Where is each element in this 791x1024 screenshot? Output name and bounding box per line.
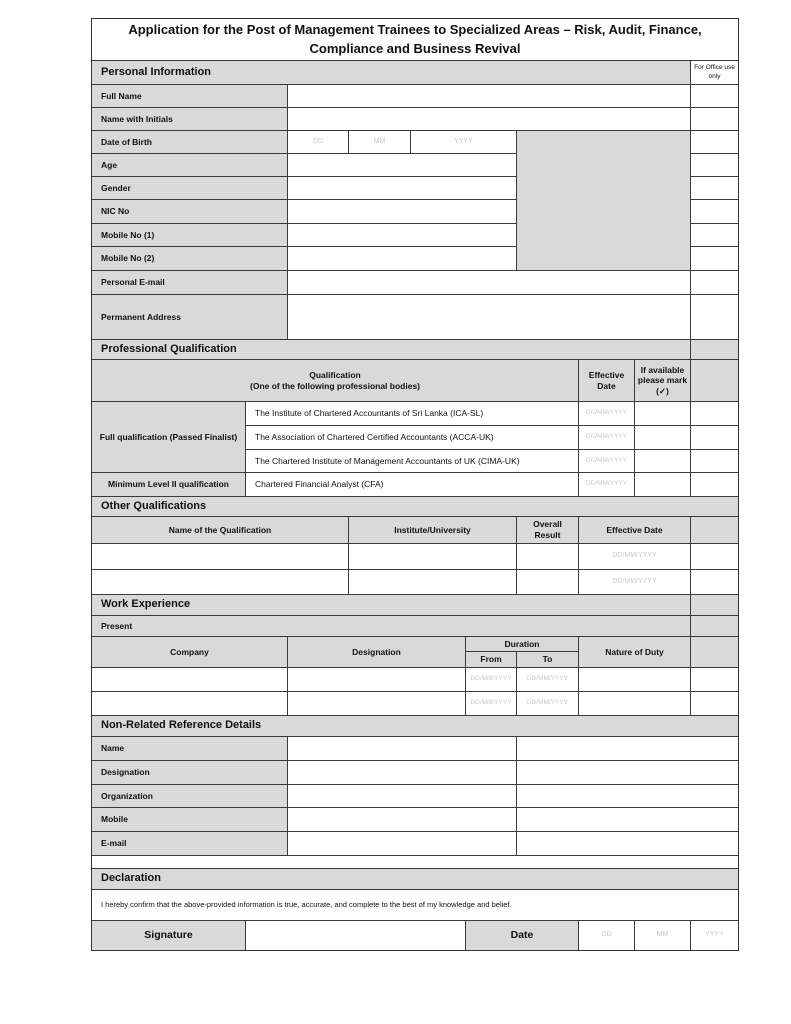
column-header-designation: Designation bbox=[287, 636, 466, 668]
section-heading-declaration: Declaration bbox=[91, 868, 739, 890]
work-designation-field[interactable] bbox=[287, 691, 466, 716]
declaration-date-month-field[interactable]: MM bbox=[634, 920, 691, 951]
qualification-mark-checkbox[interactable] bbox=[634, 472, 691, 497]
label-name-with-initials: Name with Initials bbox=[91, 107, 288, 131]
other-qualification-institute-field[interactable] bbox=[348, 569, 517, 595]
label-personal-email: Personal E-mail bbox=[91, 270, 288, 295]
work-to-date-field[interactable]: DD/MM/YYYY bbox=[516, 667, 579, 692]
office-use-cell bbox=[690, 339, 739, 360]
office-use-cell bbox=[690, 449, 739, 473]
dob-month-field[interactable]: MM bbox=[348, 130, 411, 154]
office-use-cell bbox=[690, 359, 739, 402]
reference-2-name-field[interactable] bbox=[516, 736, 739, 761]
office-use-cell bbox=[690, 636, 739, 668]
office-use-cell bbox=[690, 223, 739, 247]
reference-2-mobile-field[interactable] bbox=[516, 807, 739, 832]
office-use-cell bbox=[690, 543, 739, 570]
office-use-cell bbox=[690, 84, 739, 108]
label-permanent-address: Permanent Address bbox=[91, 294, 288, 340]
label-reference-organization: Organization bbox=[91, 784, 288, 808]
label-mobile-1: Mobile No (1) bbox=[91, 223, 288, 247]
full-name-field[interactable] bbox=[287, 84, 691, 108]
work-designation-field[interactable] bbox=[287, 667, 466, 692]
qualification-name: Chartered Financial Analyst (CFA) bbox=[245, 472, 579, 497]
work-to-date-field[interactable]: DD/MM/YYYY bbox=[516, 691, 579, 716]
qualification-date-field[interactable]: DD/MM/YYYY bbox=[578, 401, 635, 426]
label-reference-designation: Designation bbox=[91, 760, 288, 785]
other-qualification-result-field[interactable] bbox=[516, 543, 579, 570]
office-use-label: For Office use only bbox=[690, 60, 739, 85]
label-age: Age bbox=[91, 153, 288, 177]
signature-label: Signature bbox=[91, 920, 246, 951]
office-use-cell bbox=[690, 569, 739, 595]
section-heading-professional-qualification: Professional Qualification bbox=[91, 339, 691, 360]
label-full-name: Full Name bbox=[91, 84, 288, 108]
column-header-duration: Duration bbox=[465, 636, 579, 652]
form-title: Application for the Post of Management Trainees to Specialized Areas – Risk, Audit, Finance, Compliance and Business Revival bbox=[91, 18, 739, 61]
reference-1-mobile-field[interactable] bbox=[287, 807, 517, 832]
signature-field[interactable] bbox=[245, 920, 466, 951]
declaration-date-year-field[interactable]: YYYY bbox=[690, 920, 739, 951]
office-use-cell bbox=[690, 615, 739, 637]
office-use-cell bbox=[690, 691, 739, 716]
label-nic-no: NIC No bbox=[91, 199, 288, 224]
qualification-header-subtitle: (One of the following professional bodies) bbox=[250, 380, 420, 391]
qualification-column-header bbox=[91, 359, 579, 402]
qualification-date-field[interactable]: DD/MM/YYYY bbox=[578, 425, 635, 450]
qualification-date-field[interactable]: DD/MM/YYYY bbox=[578, 472, 635, 497]
qualification-mark-checkbox[interactable] bbox=[634, 401, 691, 426]
work-experience-present-label: Present bbox=[91, 615, 691, 637]
label-mobile-2: Mobile No (2) bbox=[91, 246, 288, 271]
office-use-cell bbox=[690, 246, 739, 271]
section-heading-work-experience: Work Experience bbox=[91, 594, 691, 616]
effective-date-column-header: Effective Date bbox=[578, 359, 635, 402]
office-use-cell bbox=[690, 472, 739, 497]
office-use-cell bbox=[690, 199, 739, 224]
label-date-of-birth: Date of Birth bbox=[91, 130, 288, 154]
office-use-cell bbox=[690, 153, 739, 177]
reference-2-designation-field[interactable] bbox=[516, 760, 739, 785]
label-reference-email: E-mail bbox=[91, 831, 288, 856]
age-field[interactable] bbox=[287, 153, 517, 177]
label-reference-name: Name bbox=[91, 736, 288, 761]
mobile-2-field[interactable] bbox=[287, 246, 517, 271]
reference-2-organization-field[interactable] bbox=[516, 784, 739, 808]
label-reference-mobile: Mobile bbox=[91, 807, 288, 832]
photo-area bbox=[516, 130, 691, 271]
office-use-cell bbox=[690, 130, 739, 154]
dob-day-field[interactable]: DD bbox=[287, 130, 349, 154]
gender-field[interactable] bbox=[287, 176, 517, 200]
nic-no-field[interactable] bbox=[287, 199, 517, 224]
section-heading-other-qualifications: Other Qualifications bbox=[91, 496, 739, 517]
dob-year-field[interactable]: YYYY bbox=[410, 130, 517, 154]
office-use-cell bbox=[690, 667, 739, 692]
column-header-institute: Institute/University bbox=[348, 516, 517, 544]
other-qualification-institute-field[interactable] bbox=[348, 543, 517, 570]
section-heading-personal-information: Personal Information bbox=[91, 60, 691, 85]
office-use-cell bbox=[690, 594, 739, 616]
reference-1-name-field[interactable] bbox=[287, 736, 517, 761]
date-label: Date bbox=[465, 920, 579, 951]
work-company-field[interactable] bbox=[91, 667, 288, 692]
reference-1-designation-field[interactable] bbox=[287, 760, 517, 785]
label-gender: Gender bbox=[91, 176, 288, 200]
office-use-cell bbox=[690, 270, 739, 295]
permanent-address-field[interactable] bbox=[287, 294, 691, 340]
column-header-effective-date: Effective Date bbox=[578, 516, 691, 544]
office-use-cell bbox=[690, 516, 739, 544]
qualification-name: The Association of Chartered Certified Accountants (ACCA-UK) bbox=[245, 425, 579, 450]
qualification-mark-checkbox[interactable] bbox=[634, 449, 691, 473]
other-qualification-result-field[interactable] bbox=[516, 569, 579, 595]
qualification-header-title: Qualification bbox=[309, 369, 361, 380]
work-from-date-field[interactable]: DD/MM/YYYY bbox=[465, 691, 517, 716]
office-use-cell bbox=[690, 401, 739, 426]
qualification-name: The Chartered Institute of Management Accountants of UK (CIMA-UK) bbox=[245, 449, 579, 473]
group-minimum-level-2: Minimum Level II qualification bbox=[91, 472, 246, 497]
qualification-date-field[interactable]: DD/MM/YYYY bbox=[578, 449, 635, 473]
other-qualification-name-field[interactable] bbox=[91, 569, 349, 595]
office-use-cell bbox=[690, 107, 739, 131]
reference-1-organization-field[interactable] bbox=[287, 784, 517, 808]
work-nature-of-duty-field[interactable] bbox=[578, 667, 691, 692]
office-use-cell bbox=[690, 425, 739, 450]
office-use-cell bbox=[690, 294, 739, 340]
column-header-overall-result: Overall Result bbox=[516, 516, 579, 544]
reference-1-email-field[interactable] bbox=[287, 831, 517, 856]
personal-email-field[interactable] bbox=[287, 270, 691, 295]
declaration-date-day-field[interactable]: DD bbox=[578, 920, 635, 951]
reference-2-email-field[interactable] bbox=[516, 831, 739, 856]
mark-column-header: If available please mark (✓) bbox=[634, 359, 691, 402]
column-header-nature-of-duty: Nature of Duty bbox=[578, 636, 691, 668]
office-use-cell bbox=[690, 176, 739, 200]
column-header-qualification-name: Name of the Qualification bbox=[91, 516, 349, 544]
work-company-field[interactable] bbox=[91, 691, 288, 716]
other-qualification-date-field[interactable]: DD/MM/YYYY bbox=[578, 569, 691, 595]
column-header-to: To bbox=[516, 651, 579, 668]
other-qualification-name-field[interactable] bbox=[91, 543, 349, 570]
spacer-row bbox=[91, 855, 739, 869]
column-header-company: Company bbox=[91, 636, 288, 668]
work-from-date-field[interactable]: DD/MM/YYYY bbox=[465, 667, 517, 692]
mobile-1-field[interactable] bbox=[287, 223, 517, 247]
name-with-initials-field[interactable] bbox=[287, 107, 691, 131]
qualification-name: The Institute of Chartered Accountants of Sri Lanka (ICA-SL) bbox=[245, 401, 579, 426]
declaration-text: I hereby confirm that the above-provided information is true, accurate, and complete to the best of my knowledge and belief. bbox=[91, 889, 739, 921]
qualification-mark-checkbox[interactable] bbox=[634, 425, 691, 450]
section-heading-references: Non-Related Reference Details bbox=[91, 715, 739, 737]
column-header-from: From bbox=[465, 651, 517, 668]
other-qualification-date-field[interactable]: DD/MM/YYYY bbox=[578, 543, 691, 570]
work-nature-of-duty-field[interactable] bbox=[578, 691, 691, 716]
group-full-qualification: Full qualification (Passed Finalist) bbox=[91, 401, 246, 473]
